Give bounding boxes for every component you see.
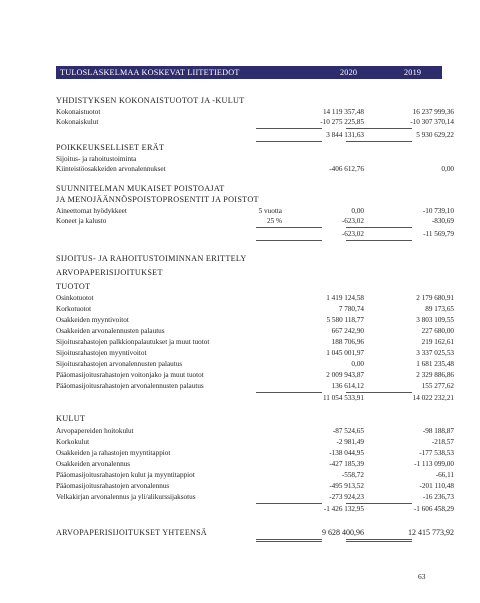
divider xyxy=(256,227,322,228)
divider xyxy=(256,141,322,142)
table-row xyxy=(56,471,454,481)
expenses-heading: KULUT xyxy=(56,414,86,423)
value-2019: 2 179 680,91 xyxy=(416,294,454,302)
table-row xyxy=(56,294,454,304)
total-row xyxy=(56,505,454,515)
divider xyxy=(346,541,412,542)
value-2020: 1 045 001,97 xyxy=(326,349,364,357)
section-title-extraordinary: POIKKEUKSELLISET ERÄT xyxy=(56,143,165,152)
grand-total-2019: 12 415 773,92 xyxy=(408,528,454,537)
table-row xyxy=(56,155,442,165)
total-row xyxy=(56,394,454,404)
income-total-2019: 14 022 232,21 xyxy=(412,394,454,402)
value-2020: -2 981,49 xyxy=(336,438,364,446)
table-title: TULOSLASKELMAA KOSKEVAT LIITETIEDOT xyxy=(60,67,240,77)
row-label: Sijoitus- ja rahoitustoiminta xyxy=(56,155,137,163)
row-label: Osakkeiden myyntivoitot xyxy=(56,316,129,324)
section-title-depreciation: SUUNNITELMAN MUKAISET POISTOAJAT xyxy=(56,184,225,193)
value-2020: 188 706,96 xyxy=(331,338,364,346)
grand-total-row xyxy=(56,528,454,538)
value-2020: 0,00 xyxy=(351,360,364,368)
row-label: Velkakirjan arvonalennus ja yli/alikurssijaksotus xyxy=(56,493,196,501)
divider xyxy=(256,128,322,129)
total-2019: 5 930 629,22 xyxy=(416,131,454,139)
value-2020: 0,00 xyxy=(351,207,364,215)
value-2019: -98 188,87 xyxy=(422,427,454,435)
value-2019: -1 113 099,00 xyxy=(414,460,454,468)
value-2020: 2 009 943,87 xyxy=(326,371,364,379)
row-label: Pääomasijoitusrahastojen voitonjako ja muut tuotot xyxy=(56,371,204,379)
table-row xyxy=(56,360,454,370)
value-2020: 7 780,74 xyxy=(338,305,364,313)
expenses-total-2019: -1 606 458,29 xyxy=(413,505,454,513)
divider xyxy=(256,503,322,504)
value-2019: 89 173,65 xyxy=(425,305,454,313)
divider xyxy=(346,227,412,228)
value-2019: 3 803 109,55 xyxy=(416,316,454,324)
row-label: Osakkeiden arvonalennusten palautus xyxy=(56,327,165,335)
value-2019: -10 307 370,14 xyxy=(410,118,454,126)
value-2019: -218,57 xyxy=(431,438,454,446)
income-total-2020: 11 054 533,91 xyxy=(322,394,364,402)
value-2020: 14 119 357,48 xyxy=(322,108,364,116)
table-row xyxy=(56,482,454,492)
value-2019: 227 680,00 xyxy=(421,327,454,335)
table-row xyxy=(56,217,454,227)
total-2020: -623,02 xyxy=(341,230,364,238)
value-2020: -273 924,23 xyxy=(329,493,364,501)
table-row xyxy=(56,427,454,437)
row-label: Pääomasijoitusrahastojen arvonalennus xyxy=(56,482,170,490)
divider xyxy=(256,240,322,241)
row-label: Pääomasijoitusrahastojen kulut ja myyntitappiot xyxy=(56,471,195,479)
value-2020: -10 275 225,85 xyxy=(320,118,364,126)
row-label: Osakkeiden ja rahastojen myyntitappiot xyxy=(56,449,171,457)
divider xyxy=(346,128,412,129)
value-2020: 136 614,12 xyxy=(331,382,364,390)
depreciation-rate: 25 % xyxy=(267,217,282,225)
value-2019: -830,69 xyxy=(431,217,454,225)
table-row xyxy=(56,165,454,175)
table-row xyxy=(56,108,454,118)
table-row xyxy=(56,118,454,128)
table-row xyxy=(56,316,454,326)
table-row xyxy=(56,207,454,217)
table-row xyxy=(56,438,454,448)
expenses-total-2020: -1 426 132,95 xyxy=(323,505,364,513)
total-2020: 3 844 131,63 xyxy=(326,131,364,139)
value-2020: -87 524,65 xyxy=(332,427,364,435)
value-2019: 219 162,61 xyxy=(421,338,454,346)
divider xyxy=(346,539,412,540)
value-2019: 16 237 999,36 xyxy=(412,108,454,116)
row-label: Sijoitusrahastojen palkkionpalautukset ja muut tuotot xyxy=(56,338,210,346)
value-2020: 667 242,90 xyxy=(331,327,364,335)
section-title-investments: SIJOITUS- JA RAHOITUSTOIMINNAN ERITTELY xyxy=(56,254,247,263)
table-header-bar xyxy=(56,66,442,79)
row-label: Pääomasijoitusrahastojen arvonalennusten palautus xyxy=(56,382,204,390)
value-2019: 2 329 886,86 xyxy=(416,371,454,379)
page-number: 63 xyxy=(418,572,426,581)
value-2019: 155 277,62 xyxy=(421,382,454,390)
divider xyxy=(256,541,322,542)
section-title-totals: YHDISTYKSEN KOKONAISTUOTOT JA -KULUT xyxy=(56,96,245,105)
row-label: Kokonaiskulut xyxy=(56,118,99,126)
total-row xyxy=(56,131,454,141)
value-2019: 0,00 xyxy=(441,165,454,173)
year-2020-header: 2020 xyxy=(340,67,358,77)
value-2020: 5 580 118,77 xyxy=(326,316,364,324)
value-2020: -558,72 xyxy=(341,471,364,479)
row-label: Osakkeiden arvonalennus xyxy=(56,460,131,468)
depreciation-rate: 5 vuotta xyxy=(258,207,282,215)
table-row xyxy=(56,371,454,381)
value-2020: -138 044,95 xyxy=(329,449,364,457)
row-label: Koneet ja kalusto xyxy=(56,217,107,225)
value-2019: 1 681 235,48 xyxy=(416,360,454,368)
grand-total-label: ARVOPAPERISIJOITUKSET YHTEENSÄ xyxy=(56,528,207,537)
row-label: Korkokulut xyxy=(56,438,90,446)
row-label: Kiinteistöosakkeiden arvonalennukset xyxy=(56,165,166,173)
value-2020: -495 913,52 xyxy=(329,482,364,490)
divider xyxy=(256,539,322,540)
value-2020: -427 185,39 xyxy=(329,460,364,468)
value-2019: -177 538,53 xyxy=(419,449,454,457)
divider xyxy=(346,392,412,393)
table-row xyxy=(56,449,454,459)
row-label: Korkotuotot xyxy=(56,305,92,313)
value-2020: -623,02 xyxy=(341,217,364,225)
value-2019: -66,11 xyxy=(435,471,454,479)
divider xyxy=(346,503,412,504)
table-row xyxy=(56,382,454,392)
table-row xyxy=(56,305,454,315)
year-2019-header: 2019 xyxy=(404,67,422,77)
divider xyxy=(346,240,412,241)
value-2020: -406 612,76 xyxy=(329,165,364,173)
income-heading: TUOTOT xyxy=(56,282,91,291)
table-row xyxy=(56,327,454,337)
total-row xyxy=(56,230,454,240)
row-label: Kokonaistuotot xyxy=(56,108,101,116)
subsection-title-securities: ARVOPAPERISIJOITUKSET xyxy=(56,268,163,277)
row-label: Sijoitusrahastojen myyntivoitot xyxy=(56,349,147,357)
row-label: Arvopapereiden hoitokulut xyxy=(56,427,134,435)
section-title-depreciation-2: JA MENOJÄÄNNÖSPOISTOPROSENTIT JA POISTOT xyxy=(56,195,259,204)
grand-total-2020: 9 628 400,96 xyxy=(322,528,364,537)
table-row xyxy=(56,338,454,348)
total-2019: -11 569,79 xyxy=(423,230,454,238)
table-row xyxy=(56,493,454,503)
table-row xyxy=(56,460,454,470)
divider xyxy=(256,392,322,393)
table-row xyxy=(56,349,454,359)
row-label: Aineettomat hyödykkeet xyxy=(56,207,127,215)
value-2020: 1 419 124,58 xyxy=(326,294,364,302)
value-2019: -10 739,10 xyxy=(422,207,454,215)
row-label: Osinkotuotot xyxy=(56,294,94,302)
value-2019: 3 337 025,53 xyxy=(416,349,454,357)
divider xyxy=(346,141,412,142)
value-2019: -201 110,48 xyxy=(419,482,454,490)
value-2019: -16 236,73 xyxy=(422,493,454,501)
row-label: Sijoitusrahastojen arvonalennusten palautus xyxy=(56,360,183,368)
